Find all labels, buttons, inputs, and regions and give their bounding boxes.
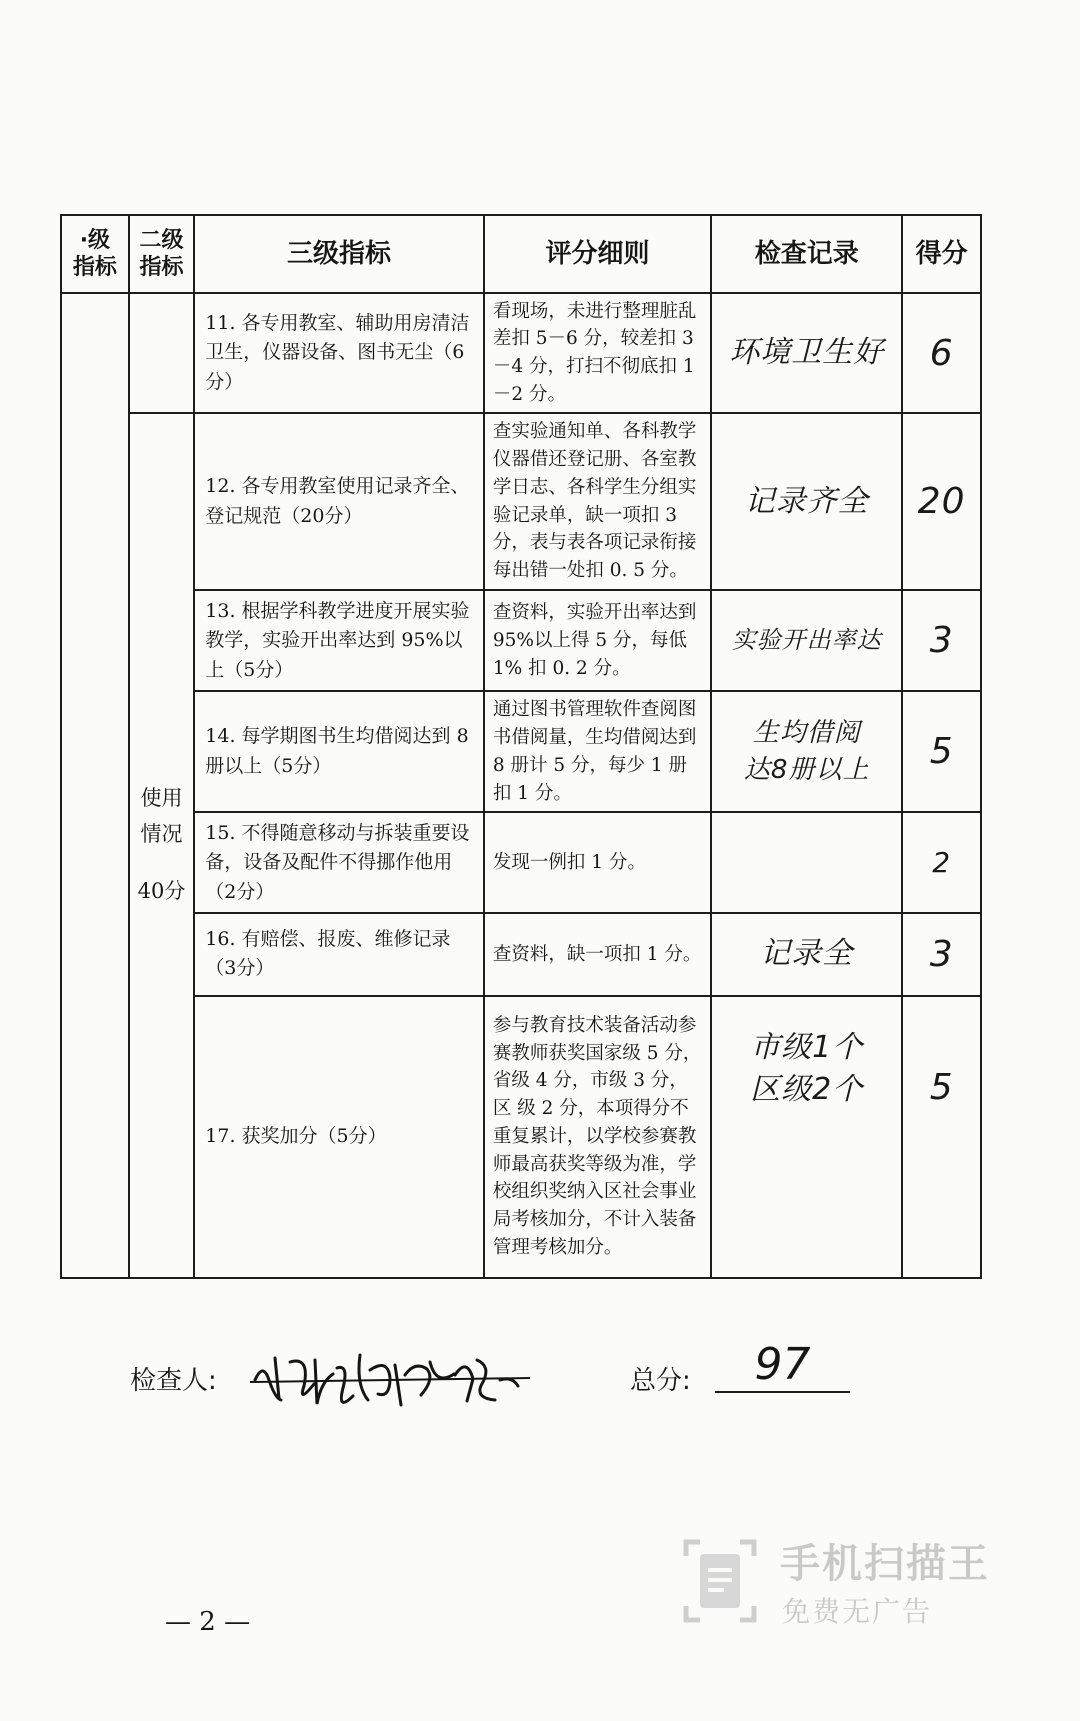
record-cell (711, 691, 902, 812)
indicator-cell: 17. 获奖加分（5分） (194, 996, 484, 1278)
inspector-label: 检查人: (130, 1366, 217, 1396)
category-name: 使用 情况 (140, 786, 183, 846)
level2-cell-empty (129, 293, 195, 413)
handwritten-record: 市级1个 区级2个 (750, 1029, 864, 1107)
score-cell (902, 913, 981, 995)
record-cell (711, 413, 902, 590)
record-cell (711, 812, 902, 913)
header-level3: 三级指标 (194, 215, 484, 293)
indicator-cell: 13. 根据学科教学进度开展实验教学，实验开出率达到 95%以上（5分） (194, 590, 484, 691)
record-cell (711, 590, 902, 691)
indicator-cell: 11. 各专用教室、辅助用房清洁卫生，仪器设备、图书无尘（6分） (194, 293, 484, 413)
rule-cell: 查实验通知单、各科教学仪器借还登记册、各室教学日志、各科学生分组实验记录单，缺一项扣 3 分，表与表各项记录衔接每出错一处扣 0. 5 分。 (484, 413, 711, 590)
table-row (61, 996, 981, 1278)
scanner-watermark (680, 1528, 1020, 1638)
table-row (61, 812, 981, 913)
handwritten-record: 环境卫生好 (729, 335, 885, 371)
total-score: 97 (715, 1339, 850, 1393)
indicator-cell: 14. 每学期图书生均借阅达到 8 册以上（5分） (194, 691, 484, 812)
rule-cell: 通过图书管理软件查阅图书借阅量，生均借阅达到 8 册计 5 分，每少 1 册扣 1 分。 (484, 691, 711, 812)
score-cell (902, 590, 981, 691)
score-cell (902, 996, 981, 1278)
header-score: 得分 (902, 215, 981, 293)
rule-cell: 查资料，实验开出率达到 95%以上得 5 分，每低 1% 扣 0. 2 分。 (484, 590, 711, 691)
handwritten-record: 实验开出率达 (731, 625, 882, 654)
header-record: 检查记录 (711, 215, 902, 293)
rule-cell: 参与教育技术装备活动参赛教师获奖国家级 5 分，省级 4 分，市级 3 分，区 级 2 分，本项得分不重复累计，以学校参赛教师最高获奖等级为准，学校组织奖纳入区社会事业局考核加分，不计入装备管理考核加分。 (484, 996, 711, 1278)
rule-cell: 查资料，缺一项扣 1 分。 (484, 913, 711, 995)
category-cell (129, 413, 195, 1278)
category-points: 40分 (137, 879, 186, 904)
watermark-title: 手机扫描王 (780, 1541, 990, 1587)
table-row (61, 413, 981, 590)
rule-cell: 看现场，未进行整理脏乱差扣 5－6 分，较差扣 3－4 分，打扫不彻底扣 1－2 分。 (484, 293, 711, 413)
record-cell (711, 293, 902, 413)
page-number: — 2 — (165, 1607, 251, 1637)
table-row (61, 691, 981, 812)
scanner-app-icon (680, 1536, 760, 1626)
handwritten-score: 6 (929, 332, 954, 374)
record-cell (711, 913, 902, 995)
inspector-signature (245, 1340, 535, 1415)
handwritten-score: 3 (929, 620, 954, 662)
record-cell (711, 996, 902, 1278)
table-row (61, 590, 981, 691)
score-cell (902, 413, 981, 590)
table-header-row (61, 215, 981, 293)
handwritten-record: 记录全 (760, 936, 854, 972)
indicator-cell: 12. 各专用教室使用记录齐全、登记规范（20分） (194, 413, 484, 590)
handwritten-record: 生均借阅 达8册以上 (743, 718, 870, 785)
indicator-cell: 15. 不得随意移动与拆装重要设备，设备及配件不得挪作他用（2分） (194, 812, 484, 913)
table-row (61, 293, 981, 413)
handwritten-record: 记录齐全 (744, 483, 869, 519)
handwritten-score: 2 (932, 846, 952, 880)
header-level2: 二级 指标 (129, 215, 195, 293)
score-cell (902, 293, 981, 413)
table-row (61, 913, 981, 995)
total-label: 总分: (630, 1366, 691, 1396)
score-cell (902, 691, 981, 812)
inspection-table (60, 214, 982, 1279)
indicator-cell: 16. 有赔偿、报废、维修记录（3分） (194, 913, 484, 995)
handwritten-score: 5 (929, 731, 954, 773)
score-cell (902, 812, 981, 913)
handwritten-score: 20 (917, 481, 966, 523)
handwritten-score: 5 (929, 1066, 954, 1108)
watermark-subtitle: 免费无广告 (782, 1595, 933, 1628)
signature-footer (130, 1339, 930, 1415)
level1-cell (61, 293, 129, 1278)
rule-cell: 发现一例扣 1 分。 (484, 812, 711, 913)
handwritten-score: 3 (929, 933, 954, 975)
header-level1: ·级 指标 (61, 215, 129, 293)
header-rules: 评分细则 (484, 215, 711, 293)
